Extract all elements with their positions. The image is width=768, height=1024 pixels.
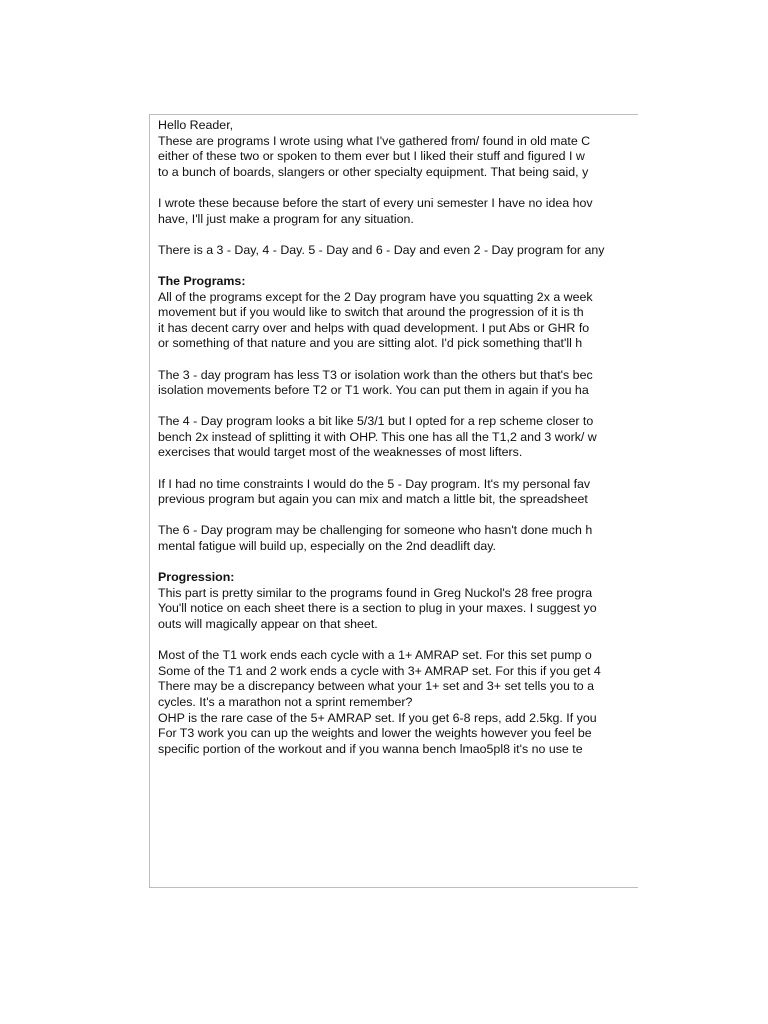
paragraph-gap [158, 399, 638, 415]
text-line: outs will magically appear on that sheet. [158, 617, 378, 631]
text-line: have, I'll just make a program for any situation. [158, 211, 414, 226]
paragraph-gap [158, 508, 638, 524]
paragraph [158, 196, 638, 227]
paragraph-gap [158, 352, 638, 368]
text-line: to a bunch of boards, slangers or other specialty equipment. That being said, y [158, 164, 589, 179]
paragraph [158, 118, 638, 180]
paragraph [158, 523, 638, 554]
text-line: Some of the T1 and 2 work ends a cycle with 3+ AMRAP set. For this if you get 4 [158, 663, 601, 678]
text-line: OHP is the rare case of the 5+ AMRAP set. If you get 6-8 reps, add 2.5kg. If you [158, 710, 597, 725]
document-page [149, 114, 638, 888]
text-line: This part is pretty similar to the programs found in Greg Nuckol's 28 free progra [158, 585, 593, 600]
paragraph-gap [158, 258, 638, 274]
paragraph-gap [158, 633, 638, 649]
text-line: For T3 work you can up the weights and lower the weights however you feel be [158, 726, 592, 741]
text-line: If I had no time constraints I would do the 5 - Day program. It's my personal fav [158, 476, 591, 491]
paragraph [158, 290, 638, 352]
paragraph-gap [158, 180, 638, 196]
text-line: The 3 - day program has less T3 or isolation work than the others but that's bec [158, 367, 593, 382]
paragraph [158, 243, 638, 259]
text-line: The 4 - Day program looks a bit like 5/3/1 but I opted for a rep scheme closer to [158, 414, 594, 429]
paragraph-gap [158, 555, 638, 571]
section-heading [158, 570, 638, 586]
text-line: either of these two or spoken to them ever but I liked their stuff and figured I w [158, 149, 585, 164]
text-line: There is a 3 - Day, 4 - Day. 5 - Day and 6 - Day and even 2 - Day program for any [158, 242, 605, 257]
text-line: exercises that would target most of the weaknesses of most lifters. [158, 445, 523, 460]
text-line: You'll notice on each sheet there is a section to plug in your maxes. I suggest yo [158, 601, 597, 616]
paragraph [158, 368, 638, 399]
text-line: There may be a discrepancy between what your 1+ set and 3+ set tells you to a [158, 679, 594, 694]
document-body [158, 118, 638, 757]
paragraph [158, 477, 638, 508]
text-line: previous program but again you can mix and match a little bit, the spreadsheet [158, 492, 588, 507]
text-line: All of the programs except for the 2 Day program have you squatting 2x a week [158, 289, 593, 304]
text-line: I wrote these because before the start of every uni semester I have no idea hov [158, 195, 593, 210]
section-heading [158, 274, 638, 290]
text-line: movement but if you would like to switch that around the progression of it is th [158, 305, 584, 320]
text-line: bench 2x instead of splitting it with OHP. This one has all the T1,2 and 3 work/ w [158, 429, 597, 444]
text-line: isolation movements before T2 or T1 work. You can put them in again if you ha [158, 383, 589, 398]
text-line: These are programs I wrote using what I've gathered from/ found in old mate C [158, 133, 591, 148]
heading-line: The Programs: [158, 273, 246, 288]
paragraph-gap [158, 461, 638, 477]
text-line: The 6 - Day program may be challenging for someone who hasn't done much h [158, 523, 593, 538]
paragraph [158, 648, 638, 757]
paragraph [158, 586, 638, 633]
text-line: Hello Reader, [158, 118, 234, 132]
text-line: or something of that nature and you are sitting alot. I'd pick something that'll h [158, 336, 583, 351]
paragraph [158, 414, 638, 461]
text-line: it has decent carry over and helps with quad development. I put Abs or GHR fo [158, 320, 590, 335]
text-line: mental fatigue will build up, especially on the 2nd deadlift day. [158, 539, 496, 554]
heading-line: Progression: [158, 570, 235, 585]
text-line: Most of the T1 work ends each cycle with a 1+ AMRAP set. For this set pump o [158, 648, 592, 663]
text-line: cycles. It's a marathon not a sprint remember? [158, 694, 413, 709]
paragraph-gap [158, 227, 638, 243]
text-line: specific portion of the workout and if you wanna bench lmao5pl8 it's no use te [158, 741, 583, 756]
